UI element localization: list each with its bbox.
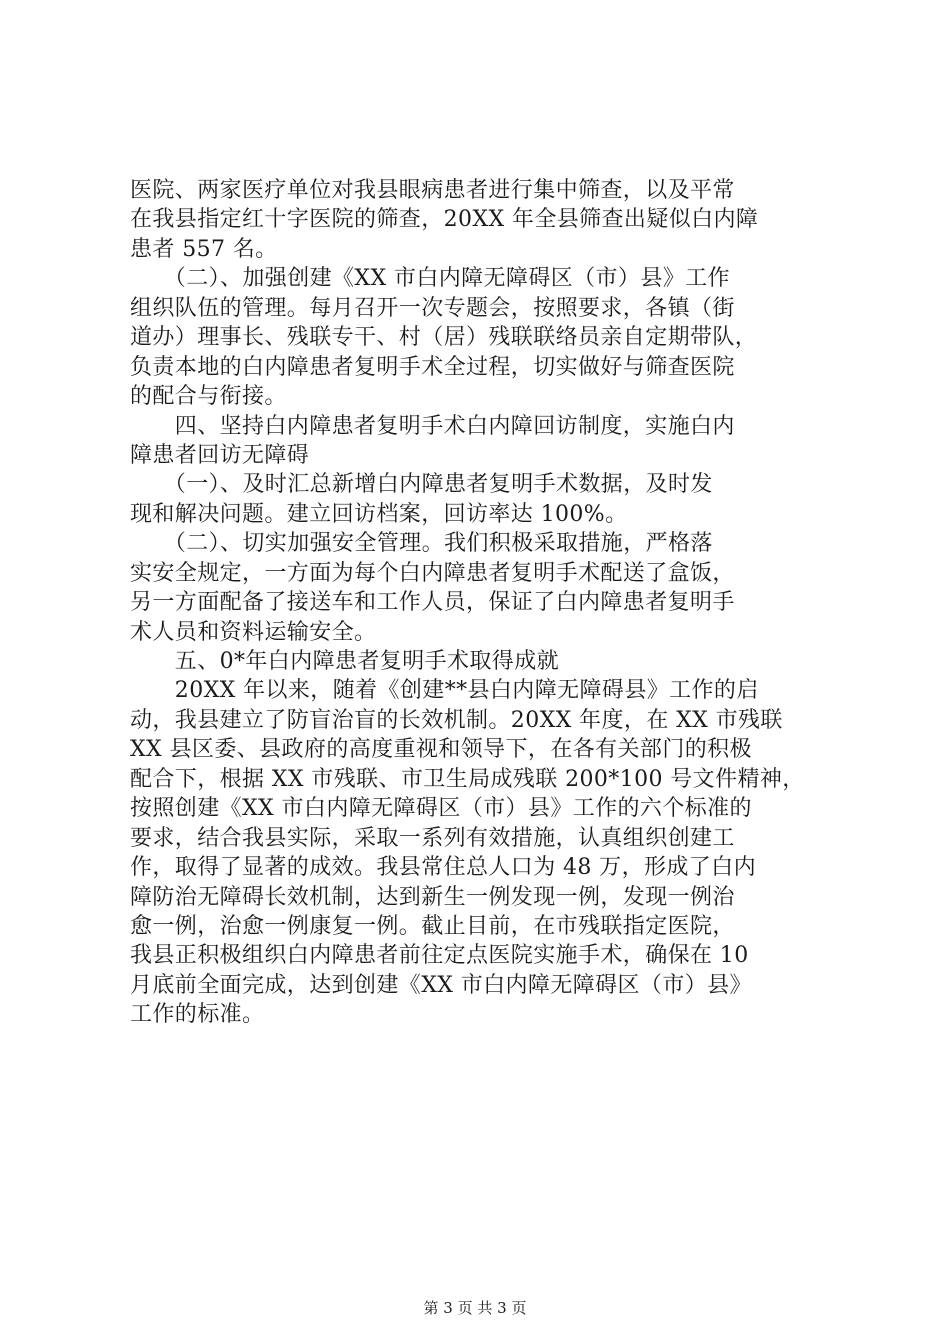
text-line: 在我县指定红十字医院的筛查，20XX 年全县筛查出疑似白内障 (130, 207, 759, 233)
text-line: 要求，结合我县实际，采取一系列有效措施，认真组织创建工 (130, 825, 735, 851)
text-line: 道办）理事长、残联专干、村（居）残联联络员亲自定期带队， (130, 325, 758, 351)
text-line: （一）、及时汇总新增白内障患者复明手术数据，及时发 (130, 472, 713, 498)
text-line: （二）、切实加强安全管理。我们积极采取措施，严格落 (130, 531, 713, 557)
text-line: 医院、两家医疗单位对我县眼病患者进行集中筛查，以及平常 (130, 178, 735, 203)
text-line: 工作的标准。 (130, 1002, 265, 1028)
text-line: 20XX 年以来，随着《创建**县白内障无障碍县》工作的启 (130, 678, 759, 704)
text-line: 实安全规定，一方面为每个白内障患者复明手术配送了盒饭， (130, 560, 735, 586)
section-heading-line: 障患者回访无障碍 (130, 442, 310, 468)
text-line: 患者 557 名。 (130, 236, 278, 262)
text-line: 另一方面配备了接送车和工作人员，保证了白内障患者复明手 (130, 590, 735, 616)
text-line: 按照创建《XX 市白内障无障碍区（市）县》工作的六个标准的 (130, 796, 752, 822)
text-line: XX 县区委、县政府的高度重视和领导下，在各有关部门的积极 (130, 737, 752, 763)
text-line: （二）、加强创建《XX 市白内障无障碍区（市）县》工作 (130, 266, 730, 292)
section-heading-line: 四、坚持白内障患者复明手术白内障回访制度，实施白内 (130, 413, 735, 439)
text-line: 的配合与衔接。 (130, 384, 287, 410)
text-line: 配合下，根据 XX 市残联、市卫生局成残联 200*100 号文件精神， (130, 766, 805, 792)
document-body (130, 176, 830, 1030)
text-line: 月底前全面完成，达到创建《XX 市白内障无障碍区（市）县》 (130, 972, 752, 998)
text-line: 组织队伍的管理。每月召开一次专题会，按照要求，各镇（街 (130, 295, 735, 321)
text-line: 作，取得了显著的成效。我县常住总人口为 48 万，形成了白内 (130, 855, 756, 881)
text-line: 愈一例，治愈一例康复一例。截止目前，在市残联指定医院， (130, 913, 735, 939)
text-line: 障防治无障碍长效机制，达到新生一例发现一例，发现一例治 (130, 884, 735, 910)
text-line: 负责本地的白内障患者复明手术全过程，切实做好与筛查医院 (130, 354, 735, 380)
page-number-footer: 第 3 页 共 3 页 (423, 1299, 527, 1317)
text-line: 术人员和资料运输安全。 (130, 619, 377, 645)
text-line: 我县正积极组织白内障患者前往定点医院实施手术，确保在 10 (130, 943, 749, 969)
text-line: 动，我县建立了防盲治盲的长效机制。20XX 年度，在 XX 市残联 (130, 707, 783, 733)
section-heading-line: 五、0*年白内障患者复明手术取得成就 (130, 649, 559, 674)
text-line: 现和解决问题。建立回访档案，回访率达 100%。 (130, 501, 628, 527)
